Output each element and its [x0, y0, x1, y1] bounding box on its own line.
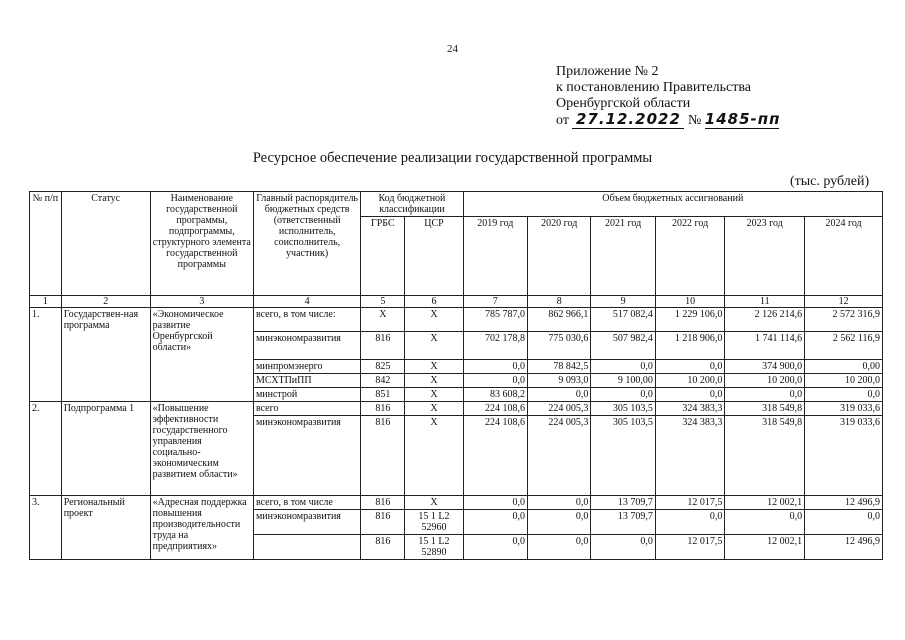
row-value: 0,0	[591, 388, 655, 402]
row-value: 305 103,5	[591, 416, 655, 496]
row-value: 10 200,0	[725, 374, 805, 388]
row-value: 324 383,3	[655, 402, 725, 416]
row-grbs: Х	[361, 308, 405, 332]
column-index: 11	[725, 296, 805, 308]
row-value: 318 549,8	[725, 416, 805, 496]
row-csr: Х	[405, 308, 463, 332]
row-value: 10 200,0	[805, 374, 883, 388]
row-manager: минэкономразвития	[253, 510, 360, 535]
header-budget-code: Код бюджетной классификации	[361, 192, 463, 217]
row-grbs: 816	[361, 535, 405, 560]
decree-number-signature: 1485-пп	[704, 110, 781, 128]
row-value: 319 033,6	[805, 402, 883, 416]
page-number: 24	[447, 43, 458, 55]
row-csr: 15 1 L2 52960	[405, 510, 463, 535]
header-csr: ЦСР	[405, 217, 463, 296]
row-csr: Х	[405, 374, 463, 388]
row-num: 3.	[30, 496, 62, 560]
row-value: 862 966,1	[528, 308, 591, 332]
row-csr: 15 1 L2 52890	[405, 535, 463, 560]
row-value: 517 082,4	[591, 308, 655, 332]
row-grbs: 816	[361, 510, 405, 535]
row-value: 1 741 114,6	[725, 332, 805, 360]
row-value: 0,0	[463, 510, 527, 535]
row-csr: Х	[405, 402, 463, 416]
row-csr: Х	[405, 388, 463, 402]
header-year: 2021 год	[591, 217, 655, 296]
row-value: 324 383,3	[655, 416, 725, 496]
row-csr: Х	[405, 360, 463, 374]
row-value: 702 178,8	[463, 332, 527, 360]
from-label: от	[556, 113, 569, 128]
column-index: 2	[61, 296, 150, 308]
row-value: 9 100,00	[591, 374, 655, 388]
row-value: 0,0	[528, 510, 591, 535]
row-value: 1 229 106,0	[655, 308, 725, 332]
column-index: 7	[463, 296, 527, 308]
row-value: 1 218 906,0	[655, 332, 725, 360]
row-value: 13 709,7	[591, 510, 655, 535]
row-name: «Повышение эффективности государственного управления социально-экономическим развитием области»	[150, 402, 253, 496]
row-value: 0,0	[528, 496, 591, 510]
row-csr: Х	[405, 332, 463, 360]
header-year: 2022 год	[655, 217, 725, 296]
column-index: 10	[655, 296, 725, 308]
row-value: 12 002,1	[725, 535, 805, 560]
document-title: Ресурсное обеспечение реализации государственной программы	[252, 150, 653, 166]
row-value: 0,0	[725, 510, 805, 535]
column-index: 12	[805, 296, 883, 308]
row-value: 0,0	[463, 535, 527, 560]
resource-table	[29, 191, 883, 560]
row-grbs: 816	[361, 496, 405, 510]
row-value: 319 033,6	[805, 416, 883, 496]
row-manager: минстрой	[253, 388, 360, 402]
row-value: 224 108,6	[463, 402, 527, 416]
row-num: 2.	[30, 402, 62, 496]
row-value: 12 496,9	[805, 535, 883, 560]
row-value: 0,0	[725, 388, 805, 402]
row-manager: минпромэнерго	[253, 360, 360, 374]
row-value: 318 549,8	[725, 402, 805, 416]
row-value: 12 002,1	[725, 496, 805, 510]
header-year: 2023 год	[725, 217, 805, 296]
row-manager: минэкономразвития	[253, 332, 360, 360]
header-volume: Объем бюджетных ассигнований	[463, 192, 882, 217]
row-value: 507 982,4	[591, 332, 655, 360]
row-value: 2 562 116,9	[805, 332, 883, 360]
row-name: «Адресная поддержка повышения производительности труда на предприятиях»	[150, 496, 253, 560]
row-status: Государствен-ная программа	[61, 308, 150, 402]
header-year: 2024 год	[805, 217, 883, 296]
row-value: 0,0	[528, 388, 591, 402]
header-grbs: ГРБС	[361, 217, 405, 296]
table-row	[30, 496, 883, 510]
row-value: 0,0	[463, 374, 527, 388]
row-grbs: 842	[361, 374, 405, 388]
header-num: № п/п	[30, 192, 62, 296]
table-row	[30, 402, 883, 416]
row-value: 775 030,6	[528, 332, 591, 360]
appendix-line-1: Приложение № 2	[556, 64, 659, 79]
column-index-row	[30, 296, 883, 308]
appendix-date-line	[556, 112, 779, 129]
row-grbs: 816	[361, 402, 405, 416]
column-index: 4	[253, 296, 360, 308]
column-index: 1	[30, 296, 62, 308]
row-value: 9 093,0	[528, 374, 591, 388]
row-value: 224 005,3	[528, 416, 591, 496]
row-manager: минэкономразвития	[253, 416, 360, 496]
units-label: (тыс. рублей)	[790, 174, 870, 189]
row-value: 2 126 214,6	[725, 308, 805, 332]
row-csr: Х	[405, 416, 463, 496]
row-value: 0,00	[805, 360, 883, 374]
row-manager: всего	[253, 402, 360, 416]
row-value: 83 608,2	[463, 388, 527, 402]
number-label: №	[687, 113, 702, 128]
row-value: 0,0	[463, 360, 527, 374]
column-index: 8	[528, 296, 591, 308]
row-value: 0,0	[591, 360, 655, 374]
row-value: 12 017,5	[655, 535, 725, 560]
row-value: 0,0	[528, 535, 591, 560]
column-index: 5	[361, 296, 405, 308]
header-name: Наименование государственной программы, подпрограммы, структурного элемента государственной программы	[150, 192, 253, 296]
row-value: 0,0	[655, 360, 725, 374]
row-value: 0,0	[655, 510, 725, 535]
header-manager: Главный распорядитель бюджетных средств (ответственный исполнитель, соисполнитель, участник)	[253, 192, 360, 296]
row-value: 224 108,6	[463, 416, 527, 496]
appendix-block	[556, 64, 779, 129]
decree-date-signature: 27.12.2022	[572, 112, 684, 129]
row-num: 1.	[30, 308, 62, 402]
header-status: Статус	[61, 192, 150, 296]
row-value: 305 103,5	[591, 402, 655, 416]
header-year: 2020 год	[528, 217, 591, 296]
row-value: 785 787,0	[463, 308, 527, 332]
row-name: «Экономическое развитие Оренбургской области»	[150, 308, 253, 402]
row-value: 0,0	[805, 388, 883, 402]
row-grbs: 816	[361, 332, 405, 360]
row-value: 224 005,3	[528, 402, 591, 416]
row-value: 0,0	[463, 496, 527, 510]
row-csr: Х	[405, 496, 463, 510]
row-grbs: 816	[361, 416, 405, 496]
row-value: 12 017,5	[655, 496, 725, 510]
row-manager	[253, 535, 360, 560]
row-value: 78 842,5	[528, 360, 591, 374]
row-status: Подпрограмма 1	[61, 402, 150, 496]
row-grbs: 825	[361, 360, 405, 374]
table-row	[30, 308, 883, 332]
appendix-line-2: к постановлению Правительства	[556, 80, 752, 95]
column-index: 3	[150, 296, 253, 308]
row-value: 13 709,7	[591, 496, 655, 510]
row-value: 0,0	[591, 535, 655, 560]
row-value: 0,0	[655, 388, 725, 402]
row-value: 2 572 316,9	[805, 308, 883, 332]
row-grbs: 851	[361, 388, 405, 402]
row-value: 12 496,9	[805, 496, 883, 510]
column-index: 9	[591, 296, 655, 308]
row-manager: всего, в том числе:	[253, 308, 360, 332]
row-manager: всего, в том числе	[253, 496, 360, 510]
row-manager: МСХТПиПП	[253, 374, 360, 388]
row-value: 374 900,0	[725, 360, 805, 374]
column-index: 6	[405, 296, 463, 308]
row-value: 0,0	[805, 510, 883, 535]
appendix-line-3: Оренбургской области	[556, 96, 691, 111]
row-value: 10 200,0	[655, 374, 725, 388]
header-year: 2019 год	[463, 217, 527, 296]
row-status: Региональный проект	[61, 496, 150, 560]
